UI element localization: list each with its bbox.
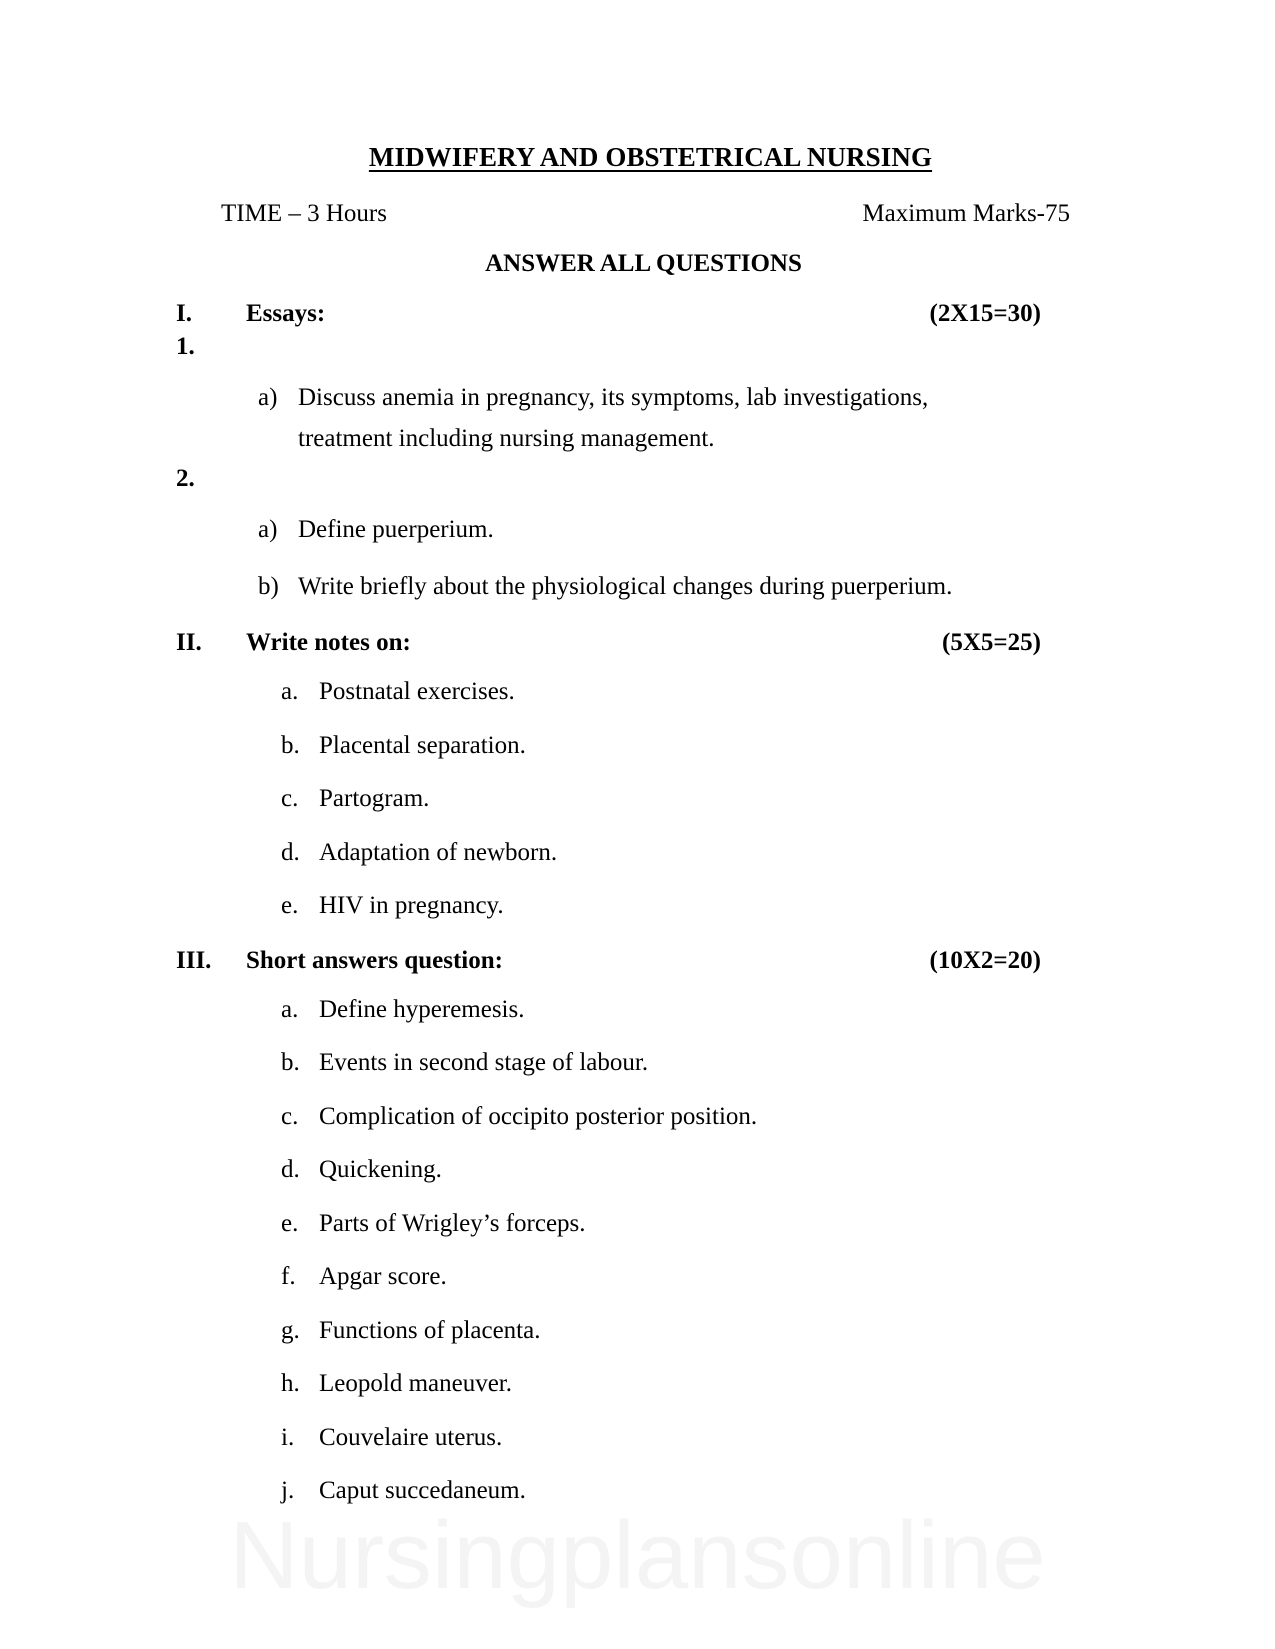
list-item-text: Define puerperium. [298, 515, 494, 543]
list-item [0, 1258, 1275, 1296]
list-item-marker: b. [281, 731, 300, 759]
list-item-text: Parts of Wrigley’s forceps. [319, 1209, 586, 1237]
list-item [0, 1151, 1275, 1189]
list-item-marker: c. [281, 1102, 299, 1130]
list-item-text: Apgar score. [319, 1263, 447, 1290]
list-item-marker: a) [258, 515, 278, 543]
page-title: MIDWIFERY AND OBSTETRICAL NURSING [368, 142, 933, 172]
list-item-marker: d. [281, 1156, 300, 1183]
list-item-marker: e. [281, 892, 299, 919]
list-item-marker: b) [258, 572, 279, 600]
site-watermark: Nursingplansonline [229, 1502, 1046, 1609]
list-item [0, 887, 1275, 925]
section-iii-list [0, 991, 1275, 1510]
exam-meta-row [0, 200, 1275, 228]
list-item [0, 1312, 1275, 1350]
section-title: Short answers question: [246, 946, 503, 974]
list-item [0, 1472, 1275, 1510]
list-item [0, 509, 1275, 550]
list-item-text: Complication of occipito posterior position. [319, 1102, 758, 1130]
section-title: Write notes on: [246, 629, 411, 656]
list-item-text: Adaptation of newborn. [319, 838, 558, 866]
section-header-iii [0, 947, 1275, 975]
list-item-marker: d. [281, 838, 300, 866]
exam-instruction: ANSWER ALL QUESTIONS [485, 250, 802, 277]
list-item-text: Write briefly about the physiological changes during puerperium. [298, 572, 953, 600]
section-header-i [0, 300, 1275, 328]
list-item-marker: a. [281, 678, 299, 705]
question-1-sub-list [0, 377, 1275, 460]
question-number: 1. [176, 333, 195, 360]
list-item-marker: i. [281, 1423, 295, 1451]
list-item [0, 727, 1275, 765]
list-item-text: Couvelaire uterus. [319, 1423, 503, 1451]
section-header-ii [0, 629, 1275, 657]
list-item-marker: a. [281, 995, 299, 1023]
list-item [0, 834, 1275, 872]
question-2-sub-list [0, 509, 1275, 608]
list-item-text: Functions of placenta. [319, 1316, 541, 1344]
list-item-text: HIV in pregnancy. [319, 892, 504, 919]
list-item [0, 780, 1275, 818]
list-item [0, 1098, 1275, 1136]
list-item-text: Caput succedaneum. [319, 1477, 526, 1504]
list-item [0, 566, 1275, 607]
list-item [0, 673, 1275, 711]
list-item-text: Quickening. [319, 1156, 442, 1183]
list-item-text: Discuss anemia in pregnancy, its symptoms, lab investigations, treatment including nursing management. [298, 384, 929, 453]
section-numeral: I. [176, 300, 192, 327]
list-item [0, 991, 1275, 1029]
list-item [0, 1365, 1275, 1403]
list-item-marker: a) [258, 384, 278, 411]
list-item [0, 377, 1275, 460]
section-numeral: II. [176, 629, 202, 656]
section-ii-list [0, 673, 1275, 925]
question-number: 2. [176, 464, 195, 492]
list-item [0, 1044, 1275, 1082]
list-item [0, 1205, 1275, 1243]
list-item-text: Postnatal exercises. [319, 678, 515, 705]
list-item-text: Define hyperemesis. [319, 995, 525, 1023]
list-item-text: Partogram. [319, 785, 430, 812]
list-item-text: Leopold maneuver. [319, 1370, 512, 1397]
list-item-marker: g. [281, 1316, 300, 1344]
list-item-marker: h. [281, 1370, 300, 1397]
section-marks: (2X15=30) [929, 300, 1041, 327]
section-numeral: III. [176, 946, 212, 974]
list-item-text: Placental separation. [319, 731, 526, 759]
list-item-marker: b. [281, 1049, 300, 1076]
list-item [0, 1419, 1275, 1457]
section-marks: (5X5=25) [942, 629, 1041, 656]
exam-maximum-marks: Maximum Marks-75 [862, 200, 1070, 227]
section-title: Essays: [246, 300, 326, 327]
section-marks: (10X2=20) [929, 946, 1041, 974]
list-item-marker: e. [281, 1209, 299, 1237]
list-item-marker: j. [281, 1477, 295, 1504]
list-item-marker: f. [281, 1263, 296, 1290]
exam-duration: TIME – 3 Hours [221, 200, 387, 227]
list-item-marker: c. [281, 785, 299, 812]
list-item-text: Events in second stage of labour. [319, 1049, 649, 1076]
